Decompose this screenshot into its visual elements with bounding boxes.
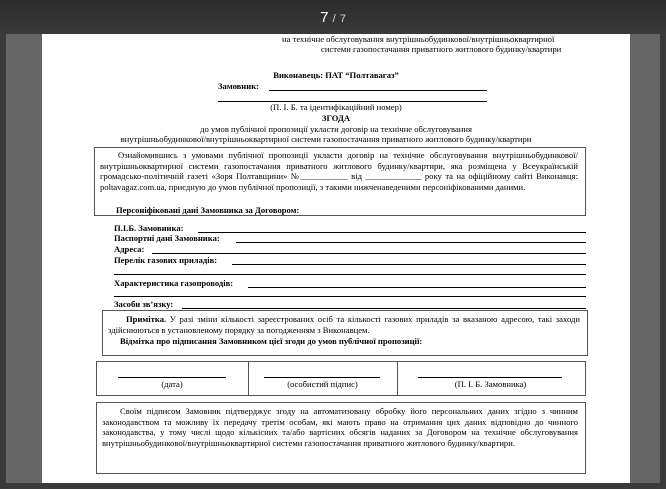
- field-address-label: Адреса:: [114, 244, 145, 254]
- field-passport-label: Паспортні дані Замовника:: [114, 233, 220, 243]
- header-line-1: на технічне обслуговування внутрішньобудинкової/внутрішньоквартирної: [282, 34, 555, 44]
- header-line-2: системи газопостачання приватного житлового будинку/квартири: [321, 44, 562, 54]
- field-pipelines-line[interactable]: [248, 287, 586, 288]
- note-paragraph: [108, 314, 580, 335]
- note-text: У разі зміни кількості зареєстрованих осіб та кількості газових приладів за вказаною адресою, такі заходи здійснюються в установленому порядку за погодженням з Виконавцем.: [108, 314, 580, 335]
- document-page: [42, 34, 630, 483]
- intro-paragraph: Ознайомившись з умовами публічної пропозиції укласти договір на технічне обслуговування внутрішньобудинкової/внутрішньоквартирної системи газопостачання приватного житлового будинку/квартири, яка розміщена у Всеукраїнській громадсько-політичній газеті «Зоря Полтавщини» №___________ від _____________ року та на офіційному сайті Виконавця: poltavagaz.com.ua, приєдную до умов публічної пропозиції, з такими нижченаведеними персоніфікованими даними.: [100, 150, 578, 192]
- signature-line[interactable]: [264, 377, 380, 378]
- data-consent-paragraph: Своїм підписом Замовник підтверджує згоду на автоматизовану обробку його персональних даних згідно з чинним законодавством та можливу їх передачу третім особам, які мають право на отримання цих даних відповідно до чинного законодавства, у тому числі щодо кількісних та/або вартісних обсягів наданих за Договором на технічне обслуговування внутрішньобудинкової/внутрішньоквартирної системи газопостачання приватного житлового будинку/квартири.: [102, 406, 578, 448]
- field-contacts-line[interactable]: [182, 308, 586, 309]
- consent-subtitle-2: внутрішньобудинкової/внутрішньоквартирної системи газопостачання приватного житлового будинку/квартири: [120, 134, 532, 144]
- signing-heading: Відмітка про підписання Замовником цієї згоди до умов публічної пропозиції:: [120, 336, 423, 346]
- personal-data-heading: Персоніфіковані дані Замовника за Договором:: [116, 205, 300, 215]
- customer-name-sign-line[interactable]: [418, 377, 562, 378]
- viewer-toolbar: [0, 0, 666, 34]
- viewer-left-frame: [0, 0, 6, 489]
- field-devices-line-2[interactable]: [114, 274, 586, 275]
- page-separator: /: [332, 13, 336, 25]
- field-name-line[interactable]: [198, 232, 586, 233]
- note-label: Примітка.: [126, 314, 167, 324]
- date-line[interactable]: [118, 377, 226, 378]
- total-pages: 7: [339, 13, 346, 25]
- viewer-bottom-frame: [0, 483, 666, 489]
- field-devices-label: Перелік газових приладів:: [114, 255, 218, 265]
- field-name-label: П.І.Б. Замовника:: [114, 223, 184, 233]
- signature-caption: (особистий підпис): [287, 379, 358, 389]
- viewer-right-frame: [660, 0, 666, 489]
- executor-line: Виконавець: ПАТ “Полтавагаз”: [273, 70, 399, 80]
- name-caption: (П. І. Б. та ідентифікаційний номер): [270, 102, 402, 112]
- consent-title: ЗГОДА: [321, 113, 351, 123]
- customer-name-caption: (П. І. Б. Замовника): [454, 379, 527, 389]
- field-contacts-label: Засоби зв’язку:: [114, 299, 174, 309]
- field-pipelines-label: Характеристика газопроводів:: [114, 278, 234, 288]
- field-pipelines-line-2[interactable]: [114, 296, 586, 297]
- customer-name-line[interactable]: [269, 90, 487, 91]
- current-page-number[interactable]: 7: [320, 9, 329, 26]
- field-address-line[interactable]: [152, 253, 586, 254]
- page-indicator: [0, 9, 666, 26]
- customer-label: Замовник:: [218, 81, 260, 91]
- consent-subtitle-1: до умов публічної пропозиції укласти договір на технічне обслуговування: [200, 124, 472, 134]
- field-passport-line[interactable]: [236, 242, 586, 243]
- field-devices-line[interactable]: [232, 264, 586, 265]
- date-caption: (дата): [161, 379, 183, 389]
